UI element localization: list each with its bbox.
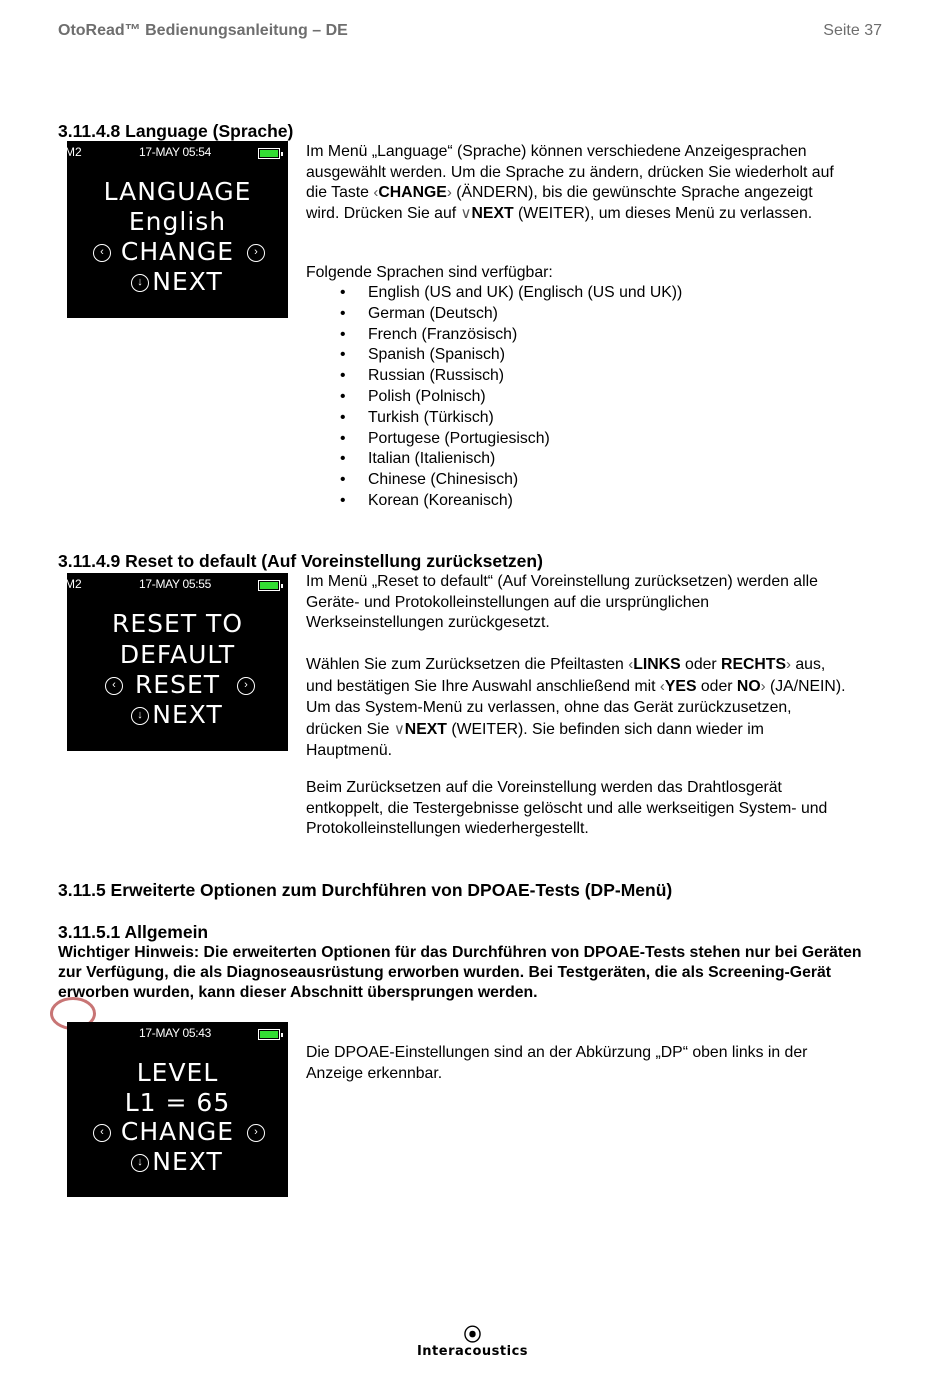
subsection-heading-general: 3.11.5.1 Allgemein xyxy=(58,922,209,942)
language-list xyxy=(340,283,682,512)
screen-time: 17-MAY 05:54 xyxy=(139,145,212,159)
chevron-left-icon: ‹ xyxy=(628,656,634,673)
list-item: • English (US and UK) (Englisch (US und UK)) xyxy=(340,283,682,304)
reset-instructions: Wählen Sie zum Zurücksetzen die Pfeiltasten ‹LINKS oder RECHTS› aus, und bestätigen Sie Ihre Auswahl anschließend mit ‹YES oder NO› (JA/NEIN). Um das System-Menü zu verlassen, ohne das Gerät zurückzusetzen, drücken Sie ∨NEXT (WEITER). Sie befinden sich dann wieder im Hauptmenü. xyxy=(306,656,846,759)
chevron-left-icon: ‹ xyxy=(93,1124,111,1142)
reset-note: Beim Zurücksetzen auf die Voreinstellung werden das Drahtlosgerät entkoppelt, die Testergebnisse gelöscht und alle werkseitigen System- und Protokolleinstellungen wiederhergestellt. xyxy=(306,779,828,837)
chevron-right-icon: › xyxy=(247,244,265,262)
list-item: • Portugese (Portugiesisch) xyxy=(340,429,682,450)
language-description: Im Menü „Language“ (Sprache) können verschiedene Anzeigesprachen ausgewählt werden. Um die Sprache zu ändern, drücken Sie wiederholt auf die Taste ‹CHANGE› (ÄNDERN), bis die gewünschte Sprache angezeigt wird. Drücken Sie auf ∨NEXT (WEITER), um dieses Menü zu verlassen. xyxy=(306,143,834,222)
screen-line-4: NEXT xyxy=(152,700,223,729)
screen-line-2: DEFAULT xyxy=(119,640,236,669)
language-list-intro: Folgende Sprachen sind verfügbar: xyxy=(306,264,553,281)
list-item: • Turkish (Türkisch) xyxy=(340,408,682,429)
battery-icon xyxy=(258,148,280,159)
screen-line-3: RESET xyxy=(134,670,221,699)
section-heading-language: 3.11.4.8 Language (Sprache) xyxy=(58,121,294,141)
chevron-right-icon: › xyxy=(446,184,452,201)
chevron-right-icon: › xyxy=(237,677,255,695)
screen-time: 17-MAY 05:43 xyxy=(139,1026,212,1040)
device-screen-level xyxy=(67,1022,288,1197)
screen-line-2: English xyxy=(128,207,227,236)
section-heading-dp: 3.11.5 Erweiterte Optionen zum Durchführen von DPOAE-Tests (DP-Menü) xyxy=(58,880,673,900)
list-item: • Korean (Koreanisch) xyxy=(340,491,682,512)
section-heading-reset: 3.11.4.9 Reset to default (Auf Voreinstellung zurücksetzen) xyxy=(58,551,543,571)
chevron-left-icon: ‹ xyxy=(105,677,123,695)
chevron-left-icon: ‹ xyxy=(93,244,111,262)
chevron-right-icon: › xyxy=(786,656,791,673)
reset-description: Im Menü „Reset to default“ (Auf Voreinstellung zurücksetzen) werden alle Geräte- und Protokolleinstellungen auf die ursprünglichen Werkseinstellungen zurückgesetzt. xyxy=(306,573,818,631)
battery-icon xyxy=(258,1029,280,1040)
screen-line-1: LEVEL xyxy=(136,1058,219,1087)
logo-mark-icon: ⦿ xyxy=(463,1325,482,1345)
screen-id: M2 xyxy=(65,577,82,591)
screen-line-3: CHANGE xyxy=(120,237,235,266)
screen-line-3: CHANGE xyxy=(120,1117,235,1146)
chevron-down-icon: ↓ xyxy=(131,1154,149,1172)
chevron-down-icon: ↓ xyxy=(131,707,149,725)
screen-id: M2 xyxy=(65,145,82,159)
list-item: • Russian (Russisch) xyxy=(340,366,682,387)
chevron-right-icon: › xyxy=(247,1124,265,1142)
chevron-left-icon: ‹ xyxy=(659,677,665,695)
list-item: • Chinese (Chinesisch) xyxy=(340,470,682,491)
page-number: Seite 37 xyxy=(823,22,882,39)
list-item: • German (Deutsch) xyxy=(340,304,682,325)
chevron-left-icon: ‹ xyxy=(373,184,379,201)
list-item: • Italian (Italienisch) xyxy=(340,449,682,470)
list-item: • French (Französisch) xyxy=(340,325,682,346)
list-item: • Polish (Polnisch) xyxy=(340,387,682,408)
interacoustics-logo xyxy=(410,1326,535,1359)
list-item: • Spanish (Spanisch) xyxy=(340,345,682,366)
screen-line-1: RESET TO xyxy=(112,609,243,638)
screen-line-2: L1 = 65 xyxy=(124,1088,231,1117)
chevron-down-icon: ↓ xyxy=(131,274,149,292)
chevron-down-icon: ∨ xyxy=(460,204,472,222)
battery-icon xyxy=(258,580,280,591)
screen-line-4: NEXT xyxy=(152,267,223,296)
device-screen-reset xyxy=(67,573,288,751)
screen-line-4: NEXT xyxy=(152,1147,223,1176)
device-screen-language xyxy=(67,141,288,318)
screen-line-1: LANGUAGE xyxy=(103,177,252,206)
important-note: Wichtiger Hinweis: Die erweiterten Optionen für das Durchführen von DPOAE-Tests stehen nur bei Geräten zur Verfügung, die als Diagnoseausrüstung erworben wurden. Bei Testgeräten, die als Screening-Gerät erworben wurden, kann dieser Abschnitt übersprungen werden. xyxy=(58,944,862,1001)
logo-text: Interacoustics xyxy=(416,1344,529,1359)
chevron-right-icon: › xyxy=(760,677,766,695)
chevron-down-icon: ∨ xyxy=(393,720,405,738)
screen-time: 17-MAY 05:55 xyxy=(139,577,212,591)
dp-description: Die DPOAE-Einstellungen sind an der Abkürzung „DP“ oben links in der Anzeige erkennbar. xyxy=(306,1044,808,1082)
header-title: OtoRead™ Bedienungsanleitung – DE xyxy=(58,22,348,39)
